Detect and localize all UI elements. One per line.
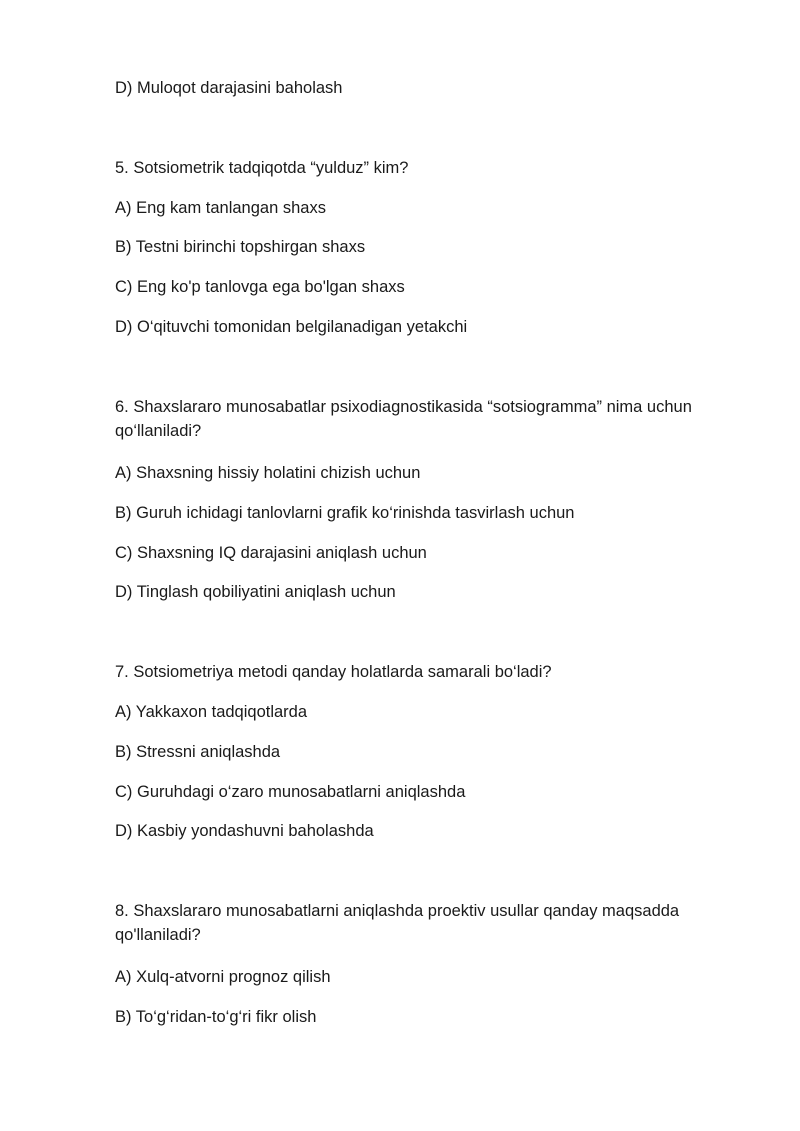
option-d-q7: D) Kasbiy yondashuvni baholashda bbox=[115, 822, 374, 840]
option-c-q5: C) Eng ko'p tanlovga ega bo'lgan shaxs bbox=[115, 278, 405, 296]
question-8: 8. Shaxslararo munosabatlarni aniqlashda proektiv usullar qanday maqsadda qo'llaniladi? bbox=[115, 902, 680, 944]
option-c-q7: C) Guruhdagi o‘zaro munosabatlarni aniqlashda bbox=[115, 783, 466, 801]
option-a-q8: A) Xulq-atvorni prognoz qilish bbox=[115, 968, 331, 986]
option-a-q5: A) Eng kam tanlangan shaxs bbox=[115, 199, 326, 217]
option-d-q6: D) Tinglash qobiliyatini aniqlash uchun bbox=[115, 583, 396, 601]
option-d-q4: D) Muloqot darajasini baholash bbox=[115, 79, 343, 97]
option-b-q5: B) Testni birinchi topshirgan shaxs bbox=[115, 238, 366, 256]
option-d-q5: D) O‘qituvchi tomonidan belgilanadigan yetakchi bbox=[115, 318, 468, 336]
option-a-q7: A) Yakkaxon tadqiqotlarda bbox=[115, 703, 308, 721]
option-b-q6: B) Guruh ichidagi tanlovlarni grafik ko‘rinishda tasvirlash uchun bbox=[115, 504, 575, 522]
question-5: 5. Sotsiometrik tadqiqotda “yulduz” kim? bbox=[115, 159, 409, 177]
question-6: 6. Shaxslararo munosabatlar psixodiagnostikasida “sotsiogramma” nima uchun qo‘llaniladi? bbox=[115, 398, 692, 440]
option-a-q6: A) Shaxsning hissiy holatini chizish uchun bbox=[115, 464, 421, 482]
option-b-q8: B) To‘g‘ridan-to‘g‘ri fikr olish bbox=[115, 1008, 317, 1026]
option-c-q6: C) Shaxsning IQ darajasini aniqlash uchun bbox=[115, 544, 427, 562]
question-7: 7. Sotsiometriya metodi qanday holatlarda samarali bo‘ladi? bbox=[115, 663, 552, 681]
option-b-q7: B) Stressni aniqlashda bbox=[115, 743, 281, 761]
